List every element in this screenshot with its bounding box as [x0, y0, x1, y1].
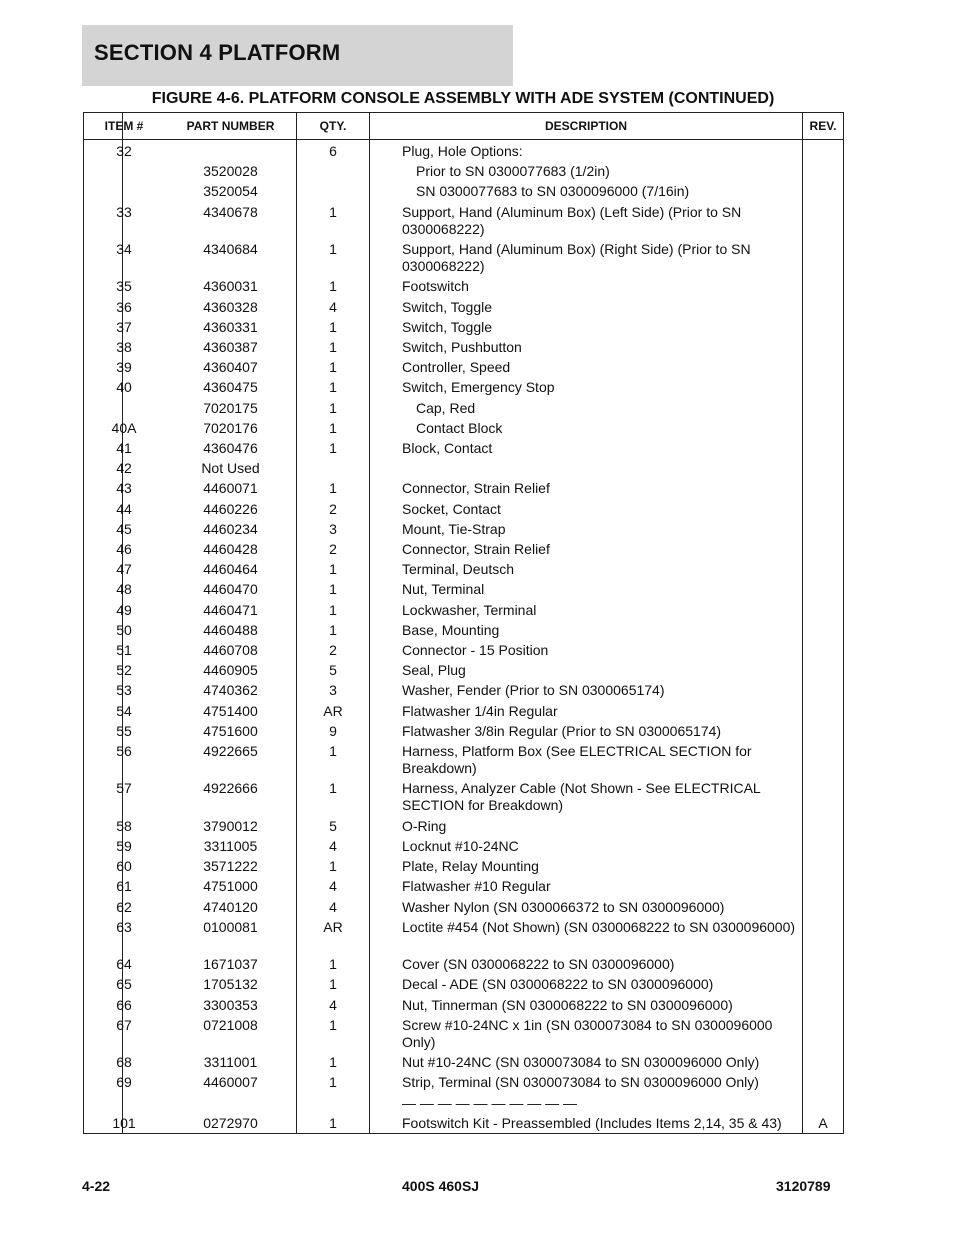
description: Nut #10-24NC (SN 0300073084 to SN 0300096000 Only) — [402, 1054, 760, 1071]
table-row — [84, 581, 843, 601]
table-row — [84, 541, 843, 561]
table-row — [84, 997, 843, 1017]
table-row — [84, 1054, 843, 1074]
part-number: 0272970 — [203, 1114, 258, 1131]
part-number: 7020175 — [203, 399, 258, 416]
table-row — [84, 183, 843, 203]
part-number: 1671037 — [203, 956, 258, 973]
description: Footswitch — [402, 278, 469, 295]
item-number: 33 — [116, 203, 132, 220]
quantity: 1 — [329, 339, 337, 355]
description: Switch, Toggle — [402, 318, 493, 335]
quantity: 2 — [329, 500, 337, 517]
quantity: 1 — [329, 1016, 337, 1033]
item-number: 63 — [116, 918, 132, 935]
part-number: 4460905 — [203, 662, 258, 679]
table-row — [84, 561, 843, 581]
table-row — [84, 723, 843, 743]
quantity: AR — [323, 918, 343, 935]
item-number: 66 — [116, 996, 132, 1013]
section-title: SECTION 4 PLATFORM — [94, 40, 341, 65]
part-number: 0100081 — [203, 918, 258, 935]
item-number: 39 — [116, 359, 132, 376]
part-number: 4460471 — [203, 601, 258, 618]
description: Screw #10-24NC x 1in (SN 0300073084 to SN 0300096000 Only) — [402, 1016, 773, 1050]
description: Flatwasher 1/4in Regular — [402, 702, 558, 719]
quantity: 4 — [329, 298, 337, 315]
item-number: 52 — [116, 662, 132, 679]
table-row — [84, 521, 843, 541]
document-number: 3120789 — [776, 1178, 831, 1194]
quantity: 3 — [329, 682, 337, 699]
part-number: 3520028 — [203, 163, 258, 180]
table-row — [84, 780, 843, 817]
item-number: 62 — [116, 898, 132, 915]
parts-table — [83, 112, 844, 1134]
quantity: 4 — [329, 898, 337, 915]
item-number: 40 — [116, 379, 132, 396]
description: Lockwasher, Terminal — [402, 601, 537, 618]
part-number: 4751000 — [203, 878, 258, 895]
col-header-description: DESCRIPTION — [544, 119, 627, 133]
description: Prior to SN 0300077683 (1/2in) — [416, 163, 610, 180]
part-number: 7020176 — [203, 419, 258, 436]
quantity: 1 — [329, 743, 337, 759]
col-header-item: ITEM # — [104, 119, 144, 133]
model-name: 400S 460SJ — [402, 1178, 480, 1194]
col-header-part-number: PART NUMBER — [186, 119, 275, 133]
table-row — [84, 400, 843, 420]
description: Footswitch Kit - Preassembled (Includes Items 2,14, 35 & 43) — [402, 1114, 782, 1131]
item-number: 58 — [116, 817, 132, 834]
table-row — [84, 976, 843, 996]
quantity: 4 — [329, 878, 337, 895]
item-number: 56 — [116, 743, 132, 759]
part-number: 4360331 — [203, 318, 258, 335]
item-number: 48 — [116, 581, 132, 598]
quantity: 2 — [329, 642, 337, 658]
description: Terminal, Deutsch — [402, 561, 515, 578]
quantity: 1 — [329, 561, 337, 578]
description: Base, Mounting — [402, 621, 500, 638]
part-number: 4360328 — [203, 298, 258, 315]
part-number: 0721008 — [203, 1016, 258, 1033]
item-number: 51 — [116, 642, 132, 658]
item-number: 32 — [116, 143, 132, 159]
part-number: 4360387 — [203, 339, 258, 355]
quantity: 1 — [329, 780, 337, 797]
quantity: 1 — [329, 440, 337, 456]
part-number: 4922666 — [203, 780, 258, 797]
part-number: 4460226 — [203, 500, 258, 517]
part-number: 4740120 — [203, 898, 258, 915]
part-number: 4460470 — [203, 581, 258, 598]
part-number: 4460708 — [203, 642, 258, 658]
item-number: 69 — [116, 1074, 132, 1091]
part-number: 4460488 — [203, 621, 258, 638]
description: — — — — — — — — — — — [402, 1094, 578, 1111]
description: Seal, Plug — [402, 662, 466, 679]
part-number: 4460234 — [203, 520, 258, 537]
table-row — [84, 420, 843, 440]
table-row — [84, 622, 843, 642]
quantity: 1 — [329, 858, 337, 875]
description: Block, Contact — [402, 440, 493, 456]
quantity: 1 — [329, 1054, 337, 1071]
part-number: 4360407 — [203, 359, 258, 376]
part-number: 3300353 — [203, 996, 258, 1013]
table-row — [84, 379, 843, 399]
part-number: 3311005 — [203, 838, 258, 854]
header-divider — [84, 139, 843, 140]
quantity: 9 — [329, 722, 337, 739]
quantity: 1 — [329, 581, 337, 598]
item-number: 36 — [116, 298, 132, 315]
description: Cap, Red — [416, 399, 476, 416]
quantity: 5 — [329, 662, 337, 679]
item-number: 64 — [116, 956, 132, 973]
description: Plug, Hole Options: — [402, 143, 523, 159]
part-number: 3790012 — [203, 817, 258, 834]
item-number: 67 — [116, 1016, 132, 1033]
item-number: 41 — [116, 440, 132, 456]
item-number: 55 — [116, 722, 132, 739]
table-row — [84, 278, 843, 298]
item-number: 68 — [116, 1054, 132, 1071]
quantity: 6 — [329, 143, 337, 159]
item-number: 43 — [116, 480, 132, 497]
table-row — [84, 143, 843, 163]
description: Controller, Speed — [402, 359, 511, 376]
item-number: 50 — [116, 621, 132, 638]
figure-title: FIGURE 4-6. PLATFORM CONSOLE ASSEMBLY WITH ADE SYSTEM (CONTINUED) — [151, 90, 775, 107]
description: Mount, Tie-Strap — [402, 520, 506, 537]
item-number: 49 — [116, 601, 132, 618]
table-row — [84, 602, 843, 622]
description: Loctite #454 (Not Shown) (SN 0300068222 to SN 0300096000) — [402, 918, 796, 935]
table-row — [84, 682, 843, 702]
table-row — [84, 1115, 843, 1135]
description: Cover (SN 0300068222 to SN 0300096000) — [402, 956, 675, 973]
quantity: 1 — [329, 399, 337, 416]
quantity: 1 — [329, 359, 337, 376]
item-number: 40A — [111, 419, 137, 436]
description: Harness, Platform Box (See ELECTRICAL SECTION for Breakdown) — [402, 743, 752, 776]
description: Nut, Tinnerman (SN 0300068222 to SN 0300096000) — [402, 996, 733, 1013]
table-row — [84, 1095, 843, 1115]
table-row — [84, 480, 843, 500]
table-row — [84, 299, 843, 319]
table-row — [84, 703, 843, 723]
quantity: 3 — [329, 520, 337, 537]
table-row — [84, 241, 843, 278]
item-number: 54 — [116, 702, 132, 719]
description: Socket, Contact — [402, 500, 501, 517]
quantity: 4 — [329, 996, 337, 1013]
table-row — [84, 440, 843, 460]
table-row — [84, 919, 843, 956]
quantity: 5 — [329, 817, 337, 834]
table-row — [84, 319, 843, 339]
item-number: 101 — [112, 1114, 136, 1131]
description: Flatwasher #10 Regular — [402, 878, 551, 895]
item-number: 45 — [116, 520, 132, 537]
item-number: 61 — [116, 878, 132, 895]
quantity: 1 — [329, 621, 337, 638]
description: Washer, Fender (Prior to SN 0300065174) — [402, 682, 665, 699]
col-header-qty: QTY. — [319, 119, 347, 133]
description: Nut, Terminal — [402, 581, 485, 598]
quantity: 1 — [329, 203, 337, 220]
quantity: 1 — [329, 278, 337, 295]
item-number: 47 — [116, 561, 132, 578]
item-number: 35 — [116, 278, 132, 295]
description: Flatwasher 3/8in Regular (Prior to SN 0300065174) — [402, 722, 722, 739]
part-number: 4340678 — [203, 203, 258, 220]
description: Switch, Pushbutton — [402, 339, 522, 355]
item-number: 59 — [116, 838, 132, 854]
part-number: 3571222 — [203, 858, 258, 875]
quantity: 2 — [329, 541, 337, 557]
item-number: 38 — [116, 339, 132, 355]
part-number: 4460428 — [203, 541, 258, 557]
table-row — [84, 1074, 843, 1094]
table-row — [84, 460, 843, 480]
description: Support, Hand (Aluminum Box) (Right Side) (Prior to SN 0300068222) — [402, 241, 751, 274]
quantity: 1 — [329, 480, 337, 497]
description: Connector, Strain Relief — [402, 541, 550, 557]
revision: A — [818, 1114, 828, 1131]
part-number: 4460464 — [203, 561, 258, 578]
item-number: 57 — [116, 780, 132, 797]
part-number: 3311001 — [203, 1054, 258, 1071]
part-number: 4460071 — [203, 480, 258, 497]
item-number: 44 — [116, 500, 132, 517]
quantity: 1 — [329, 956, 337, 973]
part-number: 4340684 — [203, 241, 258, 257]
part-number: 4360031 — [203, 278, 258, 295]
table-row — [84, 818, 843, 838]
quantity: 1 — [329, 419, 337, 436]
table-row — [84, 501, 843, 521]
table-row — [84, 1017, 843, 1054]
part-number: 3520054 — [203, 183, 258, 200]
description: O-Ring — [402, 817, 447, 834]
quantity: 1 — [329, 318, 337, 335]
description: Locknut #10-24NC — [402, 838, 519, 854]
quantity: 1 — [329, 601, 337, 618]
part-number: 4460007 — [203, 1074, 258, 1091]
item-number: 37 — [116, 318, 132, 335]
description: Support, Hand (Aluminum Box) (Left Side) (Prior to SN 0300068222) — [402, 203, 742, 237]
table-row — [84, 743, 843, 780]
description: Plate, Relay Mounting — [402, 858, 539, 875]
part-number: 4751400 — [203, 702, 258, 719]
part-number: 4740362 — [203, 682, 258, 699]
description: Switch, Emergency Stop — [402, 379, 555, 396]
part-number: 4922665 — [203, 743, 258, 759]
quantity: 1 — [329, 1114, 337, 1131]
description: Switch, Toggle — [402, 298, 493, 315]
quantity: 1 — [329, 1074, 337, 1091]
quantity: AR — [323, 702, 343, 719]
item-number: 42 — [116, 460, 132, 477]
table-row — [84, 163, 843, 183]
table-row — [84, 339, 843, 359]
quantity: 1 — [329, 976, 337, 993]
item-number: 53 — [116, 682, 132, 699]
description: Connector, Strain Relief — [402, 480, 550, 497]
item-number: 34 — [116, 241, 132, 257]
item-number: 46 — [116, 541, 132, 557]
quantity: 4 — [329, 838, 337, 854]
part-number: 4360475 — [203, 379, 258, 396]
table-row — [84, 956, 843, 976]
table-row — [84, 838, 843, 858]
col-header-rev: REV. — [809, 119, 837, 133]
page-number: 4-22 — [82, 1178, 111, 1194]
table-row — [84, 878, 843, 898]
quantity: 1 — [329, 241, 337, 257]
description: Decal - ADE (SN 0300068222 to SN 0300096000) — [402, 976, 714, 993]
part-number: 4360476 — [203, 440, 258, 456]
description: Contact Block — [416, 419, 503, 436]
description: Washer Nylon (SN 0300066372 to SN 0300096000) — [402, 898, 725, 915]
description: Harness, Analyzer Cable (Not Shown - See ELECTRICAL SECTION for Breakdown) — [402, 780, 761, 814]
table-row — [84, 858, 843, 878]
part-number: Not Used — [201, 460, 260, 477]
part-number: 1705132 — [203, 976, 258, 993]
description: Strip, Terminal (SN 0300073084 to SN 0300096000 Only) — [402, 1074, 759, 1091]
item-number: 65 — [116, 976, 132, 993]
item-number: 60 — [116, 858, 132, 875]
table-row — [84, 662, 843, 682]
table-row — [84, 642, 843, 662]
table-row — [84, 359, 843, 379]
quantity: 1 — [329, 379, 337, 396]
part-number: 4751600 — [203, 722, 258, 739]
description: Connector - 15 Position — [402, 642, 549, 658]
description: SN 0300077683 to SN 0300096000 (7/16in) — [416, 183, 690, 200]
table-row — [84, 899, 843, 919]
table-row — [84, 204, 843, 241]
